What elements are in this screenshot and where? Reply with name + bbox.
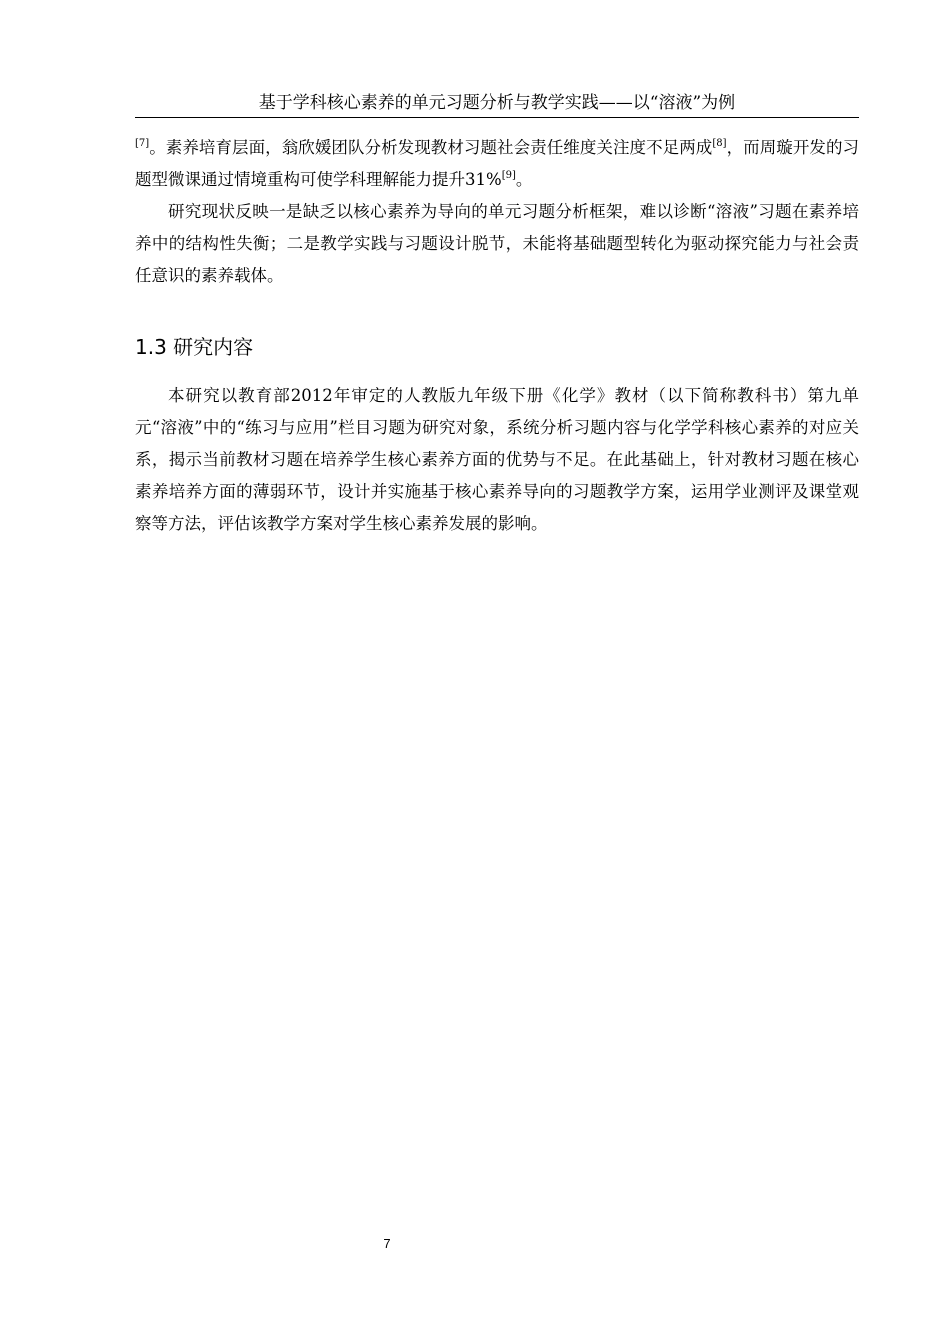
citation-9: [9] xyxy=(501,170,516,181)
body-block-2 xyxy=(135,380,859,540)
paragraph-research-status: 研究现状反映一是缺乏以核心素养为导向的单元习题分析框架，难以诊断“溶液”习题在素养培养中的结构性失衡；二是教学实践与习题设计脱节，未能将基础题型转化为驱动探究能力与社会责任意识的素养载体。 xyxy=(135,202,859,285)
section-heading: 1.3 研究内容 xyxy=(135,335,254,359)
paragraph-text: 。 xyxy=(515,170,533,189)
citation-7: [7] xyxy=(135,138,150,149)
citation-8: [8] xyxy=(712,138,727,149)
running-header: 基于学科核心素养的单元习题分析与教学实践——以“溶液”为例 xyxy=(135,92,859,118)
paragraph-continuation xyxy=(135,132,859,196)
page-number: 7 xyxy=(383,1236,391,1251)
paragraph-research-content: 本研究以教育部2012年审定的人教版九年级下册《化学》教材（以下简称教科书）第九单元“溶液”中的“练习与应用”栏目习题为研究对象，系统分析习题内容与化学学科核心素养的对应关系，揭示当前教材习题在培养学生核心素养方面的优势与不足。在此基础上，针对教材习题在核心素养培养方面的薄弱环节，设计并实施基于核心素养导向的习题教学方案，运用学业测评及课堂观察等方法，评估该教学方案对学生核心素养发展的影响。 xyxy=(135,386,859,533)
paragraph-text: 。素养培育层面，翁欣媛团队分析发现教材习题社会责任维度关注度不足两成 xyxy=(149,138,713,157)
body-block-1 xyxy=(135,132,859,292)
paragraph-text: ，而周璇开发的习题型微课通过情境重构可使学科理解能力提升31% xyxy=(135,138,860,189)
